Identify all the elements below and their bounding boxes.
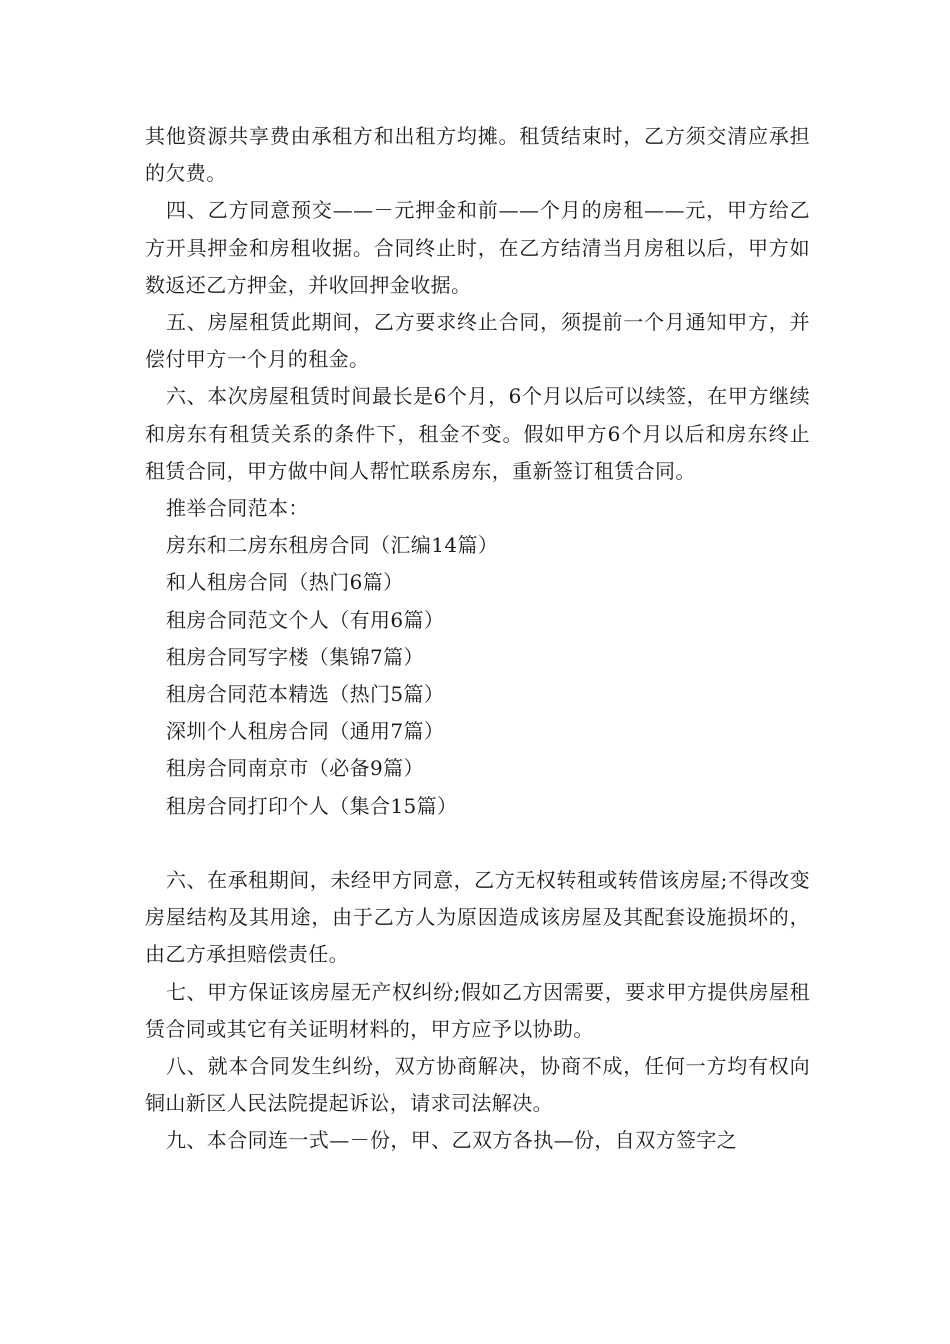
document-body bbox=[145, 118, 810, 1160]
recommend-link[interactable]: 房东和二房东租房合同（汇编14篇） bbox=[166, 533, 499, 558]
paragraph-clause-8: 八、就本合同发生纠纷，双方协商解决，协商不成，任何一方均有权向铜山新区人民法院提起诉讼，请求司法解决。 bbox=[145, 1054, 810, 1116]
paragraph-clause-9: 九、本合同连一式—－份，甲、乙双方各执—份，自双方签字之 bbox=[166, 1128, 738, 1153]
recommend-link[interactable]: 租房合同写字楼（集锦7篇） bbox=[166, 644, 424, 669]
recommend-link[interactable]: 租房合同打印个人（集合15篇） bbox=[166, 793, 458, 818]
paragraph-clause-7: 七、甲方保证该房屋无产权纠纷;假如乙方因需要，要求甲方提供房屋租赁合同或其它有关证明材料的，甲方应予以协助。 bbox=[145, 979, 810, 1041]
blank-line bbox=[145, 825, 810, 862]
paragraph-shared-fees: 其他资源共享费由承租方和出租方均摊。租赁结束时，乙方须交清应承担的欠费。 bbox=[145, 124, 810, 186]
recommend-link[interactable]: 租房合同范文个人（有用6篇） bbox=[166, 607, 445, 632]
recommend-heading: 推举合同范本： bbox=[166, 496, 309, 521]
recommend-link[interactable]: 深圳个人租房合同（通用7篇） bbox=[166, 719, 445, 744]
paragraph-clause-6: 六、本次房屋租赁时间最长是6个月，6个月以后可以续签，在甲方继续和房东有租赁关系的条件下，租金不变。假如甲方6个月以后和房东终止租赁合同，甲方做中间人帮忙联系房东，重新签订租赁合同。 bbox=[145, 384, 810, 483]
recommend-list bbox=[145, 527, 810, 825]
recommend-link[interactable]: 租房合同南京市（必备9篇） bbox=[166, 756, 424, 781]
recommend-link[interactable]: 租房合同范本精选（热门5篇） bbox=[166, 682, 445, 707]
paragraph-clause-4: 四、乙方同意预交——－元押金和前——个月的房租——元，甲方给乙方开具押金和房租收据。合同终止时，在乙方结清当月房租以后，甲方如数返还乙方押金，并收回押金收据。 bbox=[145, 198, 810, 297]
recommend-link[interactable]: 和人租房合同（热门6篇） bbox=[166, 570, 404, 595]
paragraph-clause-5: 五、房屋租赁此期间，乙方要求终止合同，须提前一个月通知甲方，并偿付甲方一个月的租金。 bbox=[145, 310, 810, 372]
paragraph-sublet-clause: 六、在承租期间，未经甲方同意，乙方无权转租或转借该房屋;不得改变房屋结构及其用途，由于乙方人为原因造成该房屋及其配套设施损坏的，由乙方承担赔偿责任。 bbox=[145, 868, 810, 967]
